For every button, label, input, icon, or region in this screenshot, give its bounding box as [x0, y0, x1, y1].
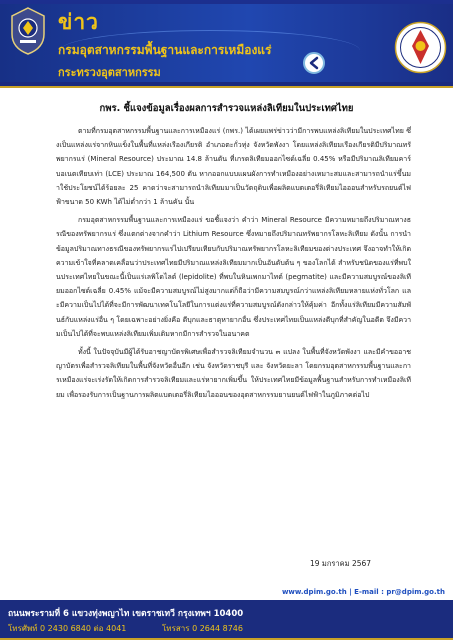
paragraph: ตามที่กรมอุตสาหกรรมพื้นฐานและการเหมืองแร่ (กพร.) ได้เผยแพร่ข่าวว่ามีการพบแหล่งลิเทียมในประเทศไทย ซึ่งเป็นแหล่งแร่จากหินแข็งในพื้นที่แหล่งเรืองเกียรติ อำเภอตะกั่วทุ่ง จังหวัดพังงา โดยแหล่งลิเทียมเรืองเกียรติมีปริมาณทรัพยากรแร่ (Mineral Resource) ประมาณ 14.8 ล้านตัน ที่เกรดลิเทียมออกไซด์เฉลี่ย 0.45% หรือมีปริมาณลิเทียมคาร์บอเนตเทียบเท่า (LCE) ประมาณ 164,500 ตัน หากออกแบบแผนผังการทำเหมืองอย่างเหมาะสมและสามารถนำแร่ขึ้นมาใช้ประโยชน์ได้ร้อยละ 25 คาดว่าจะสามารถนำลิเทียมมาเป็นวัตถุดิบเพื่อผลิตแบตเตอรี่ลิเทียมไอออนสำหรับรถยนต์ไฟฟ้าขนาด 50 KWh ได้ไม่ต่ำกว่า 1 ล้านคัน นั้น	[56, 127, 411, 207]
article-body	[56, 124, 411, 406]
page-footer	[0, 600, 453, 640]
department-logo-icon	[6, 6, 50, 56]
publish-date: 19 มกราคม 2567	[310, 559, 372, 568]
page-title: กพร. ชี้แจงข้อมูลเรื่องผลการสำรวจแหล่งลิเทียมในประเทศไทย	[99, 103, 354, 114]
page-header	[0, 0, 453, 88]
paragraph: กรมอุตสาหกรรมพื้นฐานและการเหมืองแร่ ขอชี้แจงว่า คำว่า Mineral Resource มีความหมายถึงปริมาณทางธรณีของทรัพยากรแร่ ซึ่งแตกต่างจากคำว่า Lithium Resource ซึ่งหมายถึงปริมาณทรัพยากรโลหะลิเทียม ดังนั้น การนำข้อมูลปริมาณทางธรณีของทรัพยากรแร่ไปเปรียบเทียบกับปริมาณทรัพยากรโลหะลิเทียมของต่างประเทศ จึงอาจทำให้เกิดความเข้าใจที่คลาดเคลื่อนว่าประเทศไทยมีปริมาณแหล่งลิเทียมมากเป็นอันดับต้น ๆ ของโลกได้ สำหรับชนิดของแร่ที่พบในประเทศไทยในขณะนี้เป็นแร่เลพิโดไลต์ (lepidolite) ที่พบในหินเพกมาไทต์ (pegmatite) และมีความสมบูรณ์ของลิเทียมออกไซด์เฉลี่ย 0.45% แม้จะมีความสมบูรณ์ไม่สูงมากแต่ก็ถือว่ามีความสมบูรณ์กว่าแหล่งลิเทียมหลายแห่งทั่วโลก และมีความเป็นไปได้ที่จะมีการพัฒนาเทคโนโลยีในการแต่งแร่ที่ความสมบูรณ์ดังกล่าวให้คุ้มค่า อีกทั้งแร่ลิเทียมมีความสัมพันธ์กับแหล่งแร่อื่น ๆ โดยเฉพาะอย่างยิ่งคือ ดีบุกและธาตุหายากอื่น ซึ่งประเทศไทยเป็นแหล่งดีบุกที่สำคัญในอดีต จึงมีความเป็นไปได้ที่จะพบแหล่งลิเทียมเพิ่มเติมหากมีการสำรวจในอนาคต	[56, 216, 411, 338]
back-button[interactable]	[303, 52, 325, 74]
arrow-left-icon	[305, 54, 323, 72]
department-name: กรมอุตสาหกรรมพื้นฐานและการเหมืองแร่	[58, 43, 272, 57]
ministry-emblem-icon	[393, 20, 448, 75]
paragraph: ทั้งนี้ ในปัจจุบันมีผู้ได้รับอาชญาบัตรพิเศษเพื่อสำรวจลิเทียมจำนวน ๓ แปลง ในพื้นที่จังหวัดพังงา และมีคำขออาชญาบัตรเพื่อสำรวจลิเทียมในพื้นที่จังหวัดอื่นอีก เช่น จังหวัดราชบุรี และ จังหวัดยะลา โดยกรมอุตสาหกรรมพื้นฐานและการเหมืองแร่จะเร่งรัดให้เกิดการสำรวจลิเทียมและแร่หายากเพิ่มขึ้น ให้ประเทศไทยมีข้อมูลพื้นฐานสำหรับการทำเหมืองลิเทียม เพื่อรองรับการเป็นฐานการผลิตแบตเตอรี่ลิเทียมไอออนของอุตสาหกรรมยานยนต์ไฟฟ้าในภูมิภาคต่อไป	[56, 348, 411, 399]
ministry-name: กระทรวงอุตสาหกรรม	[58, 66, 161, 79]
phone-number: โทรศัพท์ 0 2430 6840 ต่อ 4041	[8, 624, 127, 633]
header-divider	[0, 86, 453, 88]
news-label: ข่าว	[58, 10, 99, 34]
website-email-link[interactable]: www.dpim.go.th | E-mail : pr@dpim.go.th	[281, 588, 445, 596]
address: ถนนพระรามที่ 6 แขวงทุ่งพญาไท เขตราชเทวี กรุงเทพฯ 10400	[8, 609, 244, 619]
fax-number: โทรสาร 0 2644 8746	[162, 624, 243, 633]
